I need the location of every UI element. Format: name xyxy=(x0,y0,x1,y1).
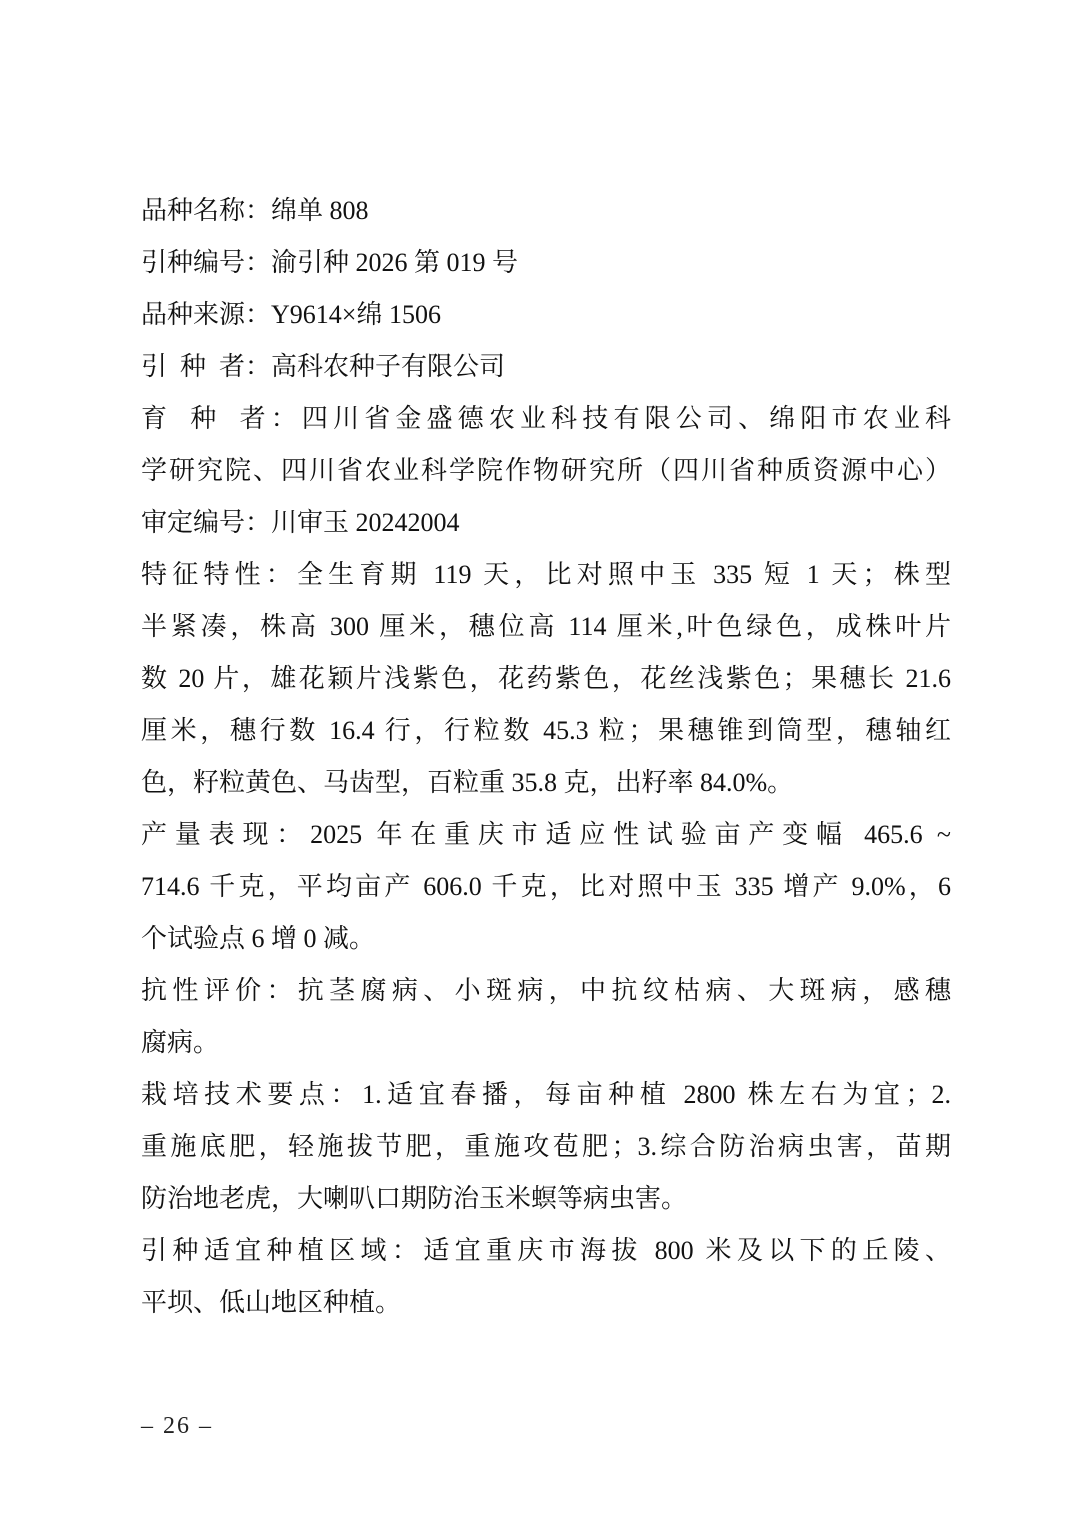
text-line: 腐病。 xyxy=(141,1028,220,1057)
document-body xyxy=(141,185,951,1329)
text-line: 714.6 千克，平均亩产 606.0 千克，比对照中玉 335 增产 9.0%，6 xyxy=(141,872,951,901)
text-line: 品种名称：绵单 808 xyxy=(141,196,369,225)
text-line: 特征特性：全生育期 119 天，比对照中玉 335 短 1 天；株型 xyxy=(141,560,951,589)
text-line: 引 种 者：高科农种子有限公司 xyxy=(141,352,506,381)
text-line: 品种来源：Y9614×绵 1506 xyxy=(141,300,441,329)
text-line: 产量表现：2025 年在重庆市适应性试验亩产变幅 465.6 ~ xyxy=(141,820,951,849)
text-line: 重施底肥，轻施拔节肥，重施攻苞肥；3.综合防治病虫害，苗期 xyxy=(141,1132,951,1161)
text-line: 育 种 者：四川省金盛德农业科技有限公司、绵阳市农业科 xyxy=(141,404,951,433)
text-line: 数 20 片，雄花颖片浅紫色，花药紫色，花丝浅紫色；果穗长 21.6 xyxy=(141,664,951,693)
text-line: 栽培技术要点：1.适宜春播，每亩种植 2800 株左右为宜；2. xyxy=(141,1080,951,1109)
text-line: 色，籽粒黄色、马齿型，百粒重 35.8 克，出籽率 84.0%。 xyxy=(141,768,794,797)
text-line: 防治地老虎，大喇叭口期防治玉米螟等病虫害。 xyxy=(141,1184,688,1213)
text-line: 审定编号：川审玉 20242004 xyxy=(141,508,460,537)
text-line: 平坝、低山地区种植。 xyxy=(141,1288,402,1317)
page-number: – 26 – xyxy=(141,1413,213,1439)
text-line: 引种适宜种植区域：适宜重庆市海拔 800 米及以下的丘陵、 xyxy=(141,1236,951,1265)
text-line: 引种编号：渝引种 2026 第 019 号 xyxy=(141,248,519,277)
text-line: 厘米，穗行数 16.4 行，行粒数 45.3 粒；果穗锥到筒型，穗轴红 xyxy=(141,716,951,745)
text-line: 学研究院、四川省农业科学院作物研究所（四川省种质资源中心） xyxy=(141,456,951,485)
text-line: 半紧凑，株高 300 厘米，穗位高 114 厘米,叶色绿色，成株叶片 xyxy=(141,612,951,641)
text-line: 个试验点 6 增 0 减。 xyxy=(141,924,376,953)
text-line: 抗性评价：抗茎腐病、小斑病，中抗纹枯病、大斑病，感穗 xyxy=(141,976,951,1005)
